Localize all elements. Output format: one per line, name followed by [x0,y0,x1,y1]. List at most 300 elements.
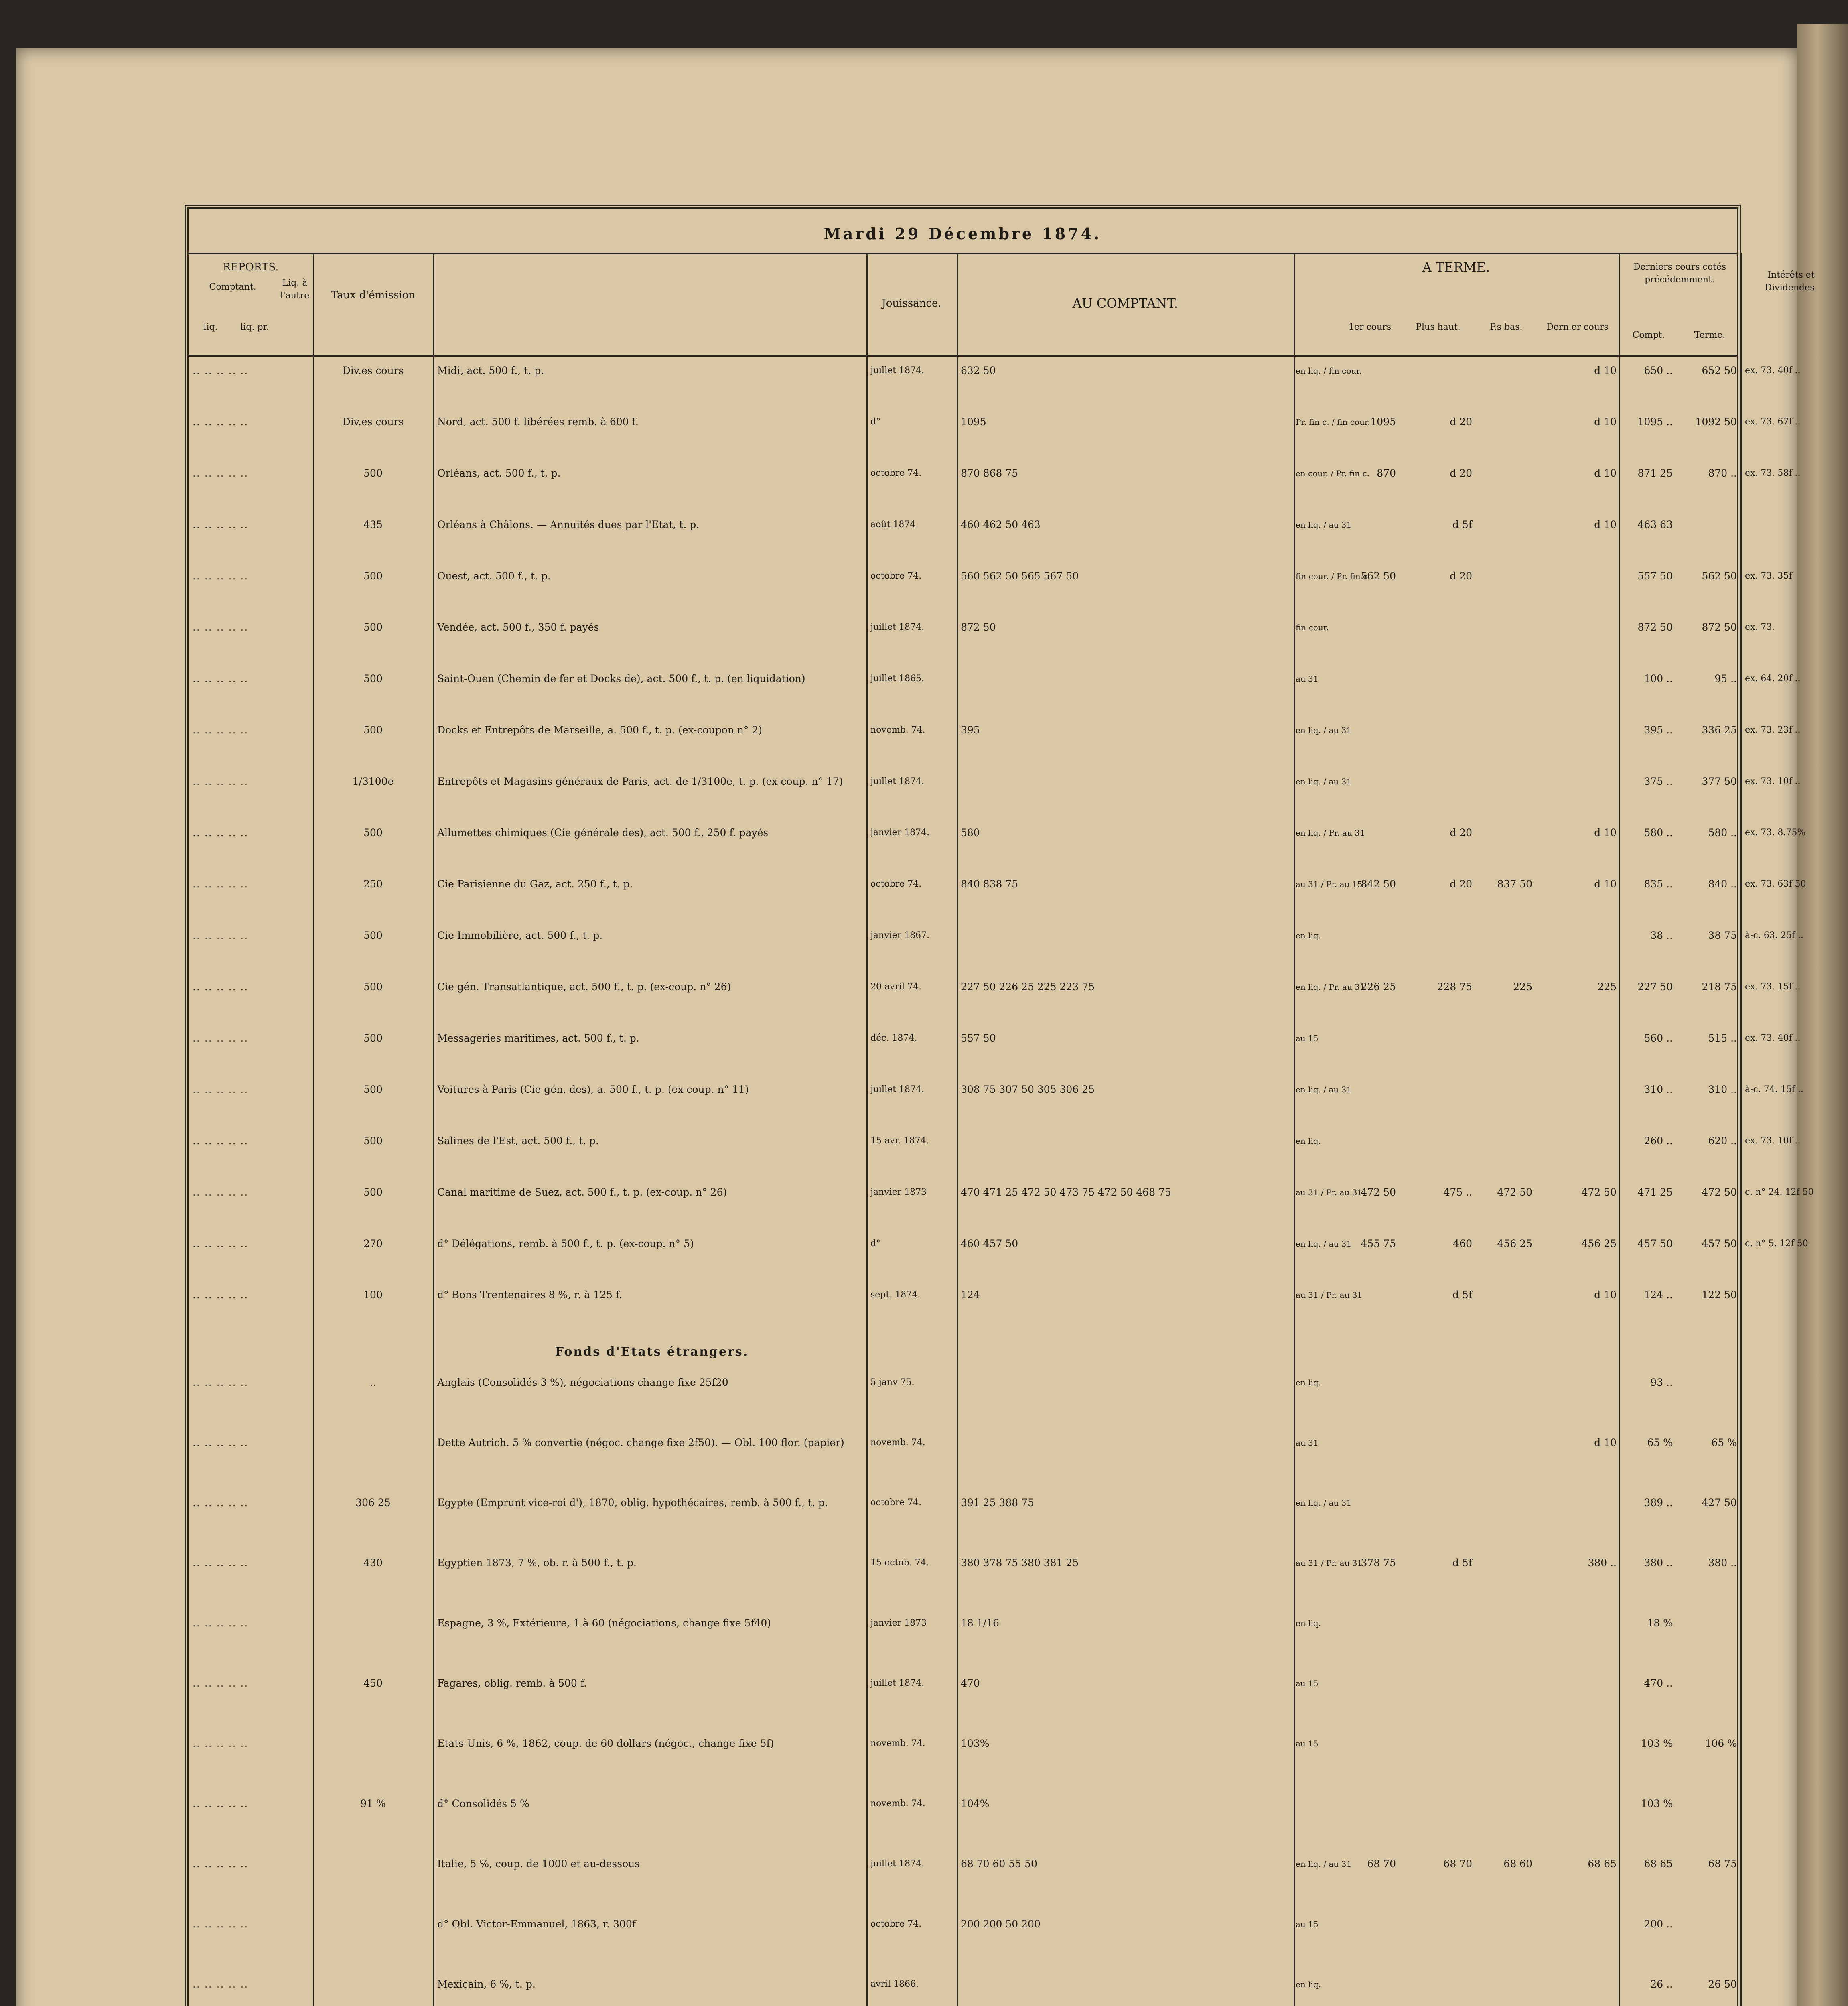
cell-p2: 427 50 [1702,1497,1737,1509]
report-dots: .. .. .. .. .. [193,1032,249,1044]
page-date-title: Mardi 29 Décembre 1874. [824,225,1102,243]
cell-p1: 560 .. [1644,1032,1673,1044]
cell-p2: 515 .. [1708,1032,1737,1044]
cell-label: Canal maritime de Suez, act. 500 f., t. p. (ex-coup. n° 26) [437,1186,727,1198]
cell-p1: 375 .. [1644,776,1673,787]
cell-div: c. n° 24. 12f 50 [1745,1187,1814,1197]
cell-ph: d 20 [1450,878,1472,890]
cell-terme: en liq. [1296,1980,1321,1989]
cell-label: Mexicain, 6 %, t. p. [437,1978,536,1990]
cell-div: ex. 73. 58f .. [1745,468,1801,478]
cell-compt: 103% [961,1738,990,1749]
cell-div: ex. 73. 23f .. [1745,725,1801,735]
cell-p1: 872 50 [1637,621,1673,633]
a-terme-header: A TERME. [1422,260,1490,275]
newspaper-page [16,48,1818,2006]
cell-taux: 500 [363,1186,383,1198]
cell-taux: 500 [363,621,383,633]
cell-label: Messageries maritimes, act. 500 f., t. p. [437,1032,639,1044]
cell-ph: 228 75 [1437,981,1472,993]
table-row [189,515,1737,534]
cell-p1: 835 .. [1644,878,1673,890]
au-comptant-header: AU COMPTANT. [1072,296,1178,311]
cell-ph: d 20 [1450,416,1472,428]
table-row [189,1080,1803,1099]
report-dots: .. .. .. .. .. [193,981,249,993]
cell-jouis: novemb. 74. [870,1437,925,1448]
cell-p1: 18 % [1647,1617,1673,1629]
cell-p1: 463 63 [1637,519,1673,530]
cell-jouis: novemb. 74. [870,1799,925,1809]
report-dots: .. .. .. .. .. [193,570,249,582]
premier-cours-header: 1er cours [1348,322,1392,332]
report-dots: .. .. .. .. .. [193,1084,249,1095]
cell-p1: 471 25 [1637,1186,1673,1198]
report-dots: .. .. .. .. .. [193,1377,249,1388]
cell-compt: 68 70 60 55 50 [961,1858,1037,1870]
cell-ph: d 20 [1450,570,1472,582]
cell-jouis: octobre 74. [870,1919,922,1929]
cell-label: Espagne, 3 %, Extérieure, 1 à 60 (négociations, change fixe 5f40) [437,1617,771,1629]
cell-label: Etats-Unis, 6 %, 1862, coup. de 60 dollars (négoc., change fixe 5f) [437,1738,774,1749]
cell-c1: 1095 [1370,416,1396,428]
cell-terme: en liq. / au 31 [1296,520,1352,530]
cell-ph: 475 .. [1443,1186,1472,1198]
plus-bas-header: P.s bas. [1490,322,1523,332]
cell-terme: en liq. / au 31 [1296,1239,1352,1249]
cell-p2: 840 .. [1708,878,1737,890]
compt-subheader: Compt. [1632,330,1665,340]
report-dots: .. .. .. .. .. [193,1738,249,1749]
table-row [189,1553,1737,1573]
report-dots: .. .. .. .. .. [193,776,249,787]
cell-pb: 456 25 [1497,1238,1532,1249]
cell-ph: 460 [1453,1238,1472,1249]
cell-terme: au 31 [1296,1438,1319,1448]
cell-p2: 870 .. [1708,467,1737,479]
cell-compt: 460 462 50 463 [961,519,1041,530]
cell-div: à-c. 63. 25f .. [1745,930,1803,940]
cell-compt: 470 [961,1677,980,1689]
cell-taux: Div.es cours [342,416,404,428]
jouissance-header: Jouissance. [882,297,941,309]
cell-jouis: sept. 1874. [870,1290,921,1300]
cell-label: Egypte (Emprunt vice-roi d'), 1870, oblig. hypothécaires, remb. à 500 f., t. p. [437,1497,828,1509]
table-row [189,1433,1737,1452]
cell-p1: 650 .. [1644,365,1673,376]
cell-taux: 500 [363,1032,383,1044]
cell-p1: 100 .. [1644,673,1673,684]
cell-compt: 18 1/16 [961,1617,999,1629]
cell-taux: 435 [363,519,383,530]
cell-taux: 450 [363,1677,383,1689]
cell-pb: 837 50 [1497,878,1532,890]
report-dots: .. .. .. .. .. [193,1798,249,1809]
report-dots: .. .. .. .. .. [193,673,249,684]
table-row [189,1854,1737,1874]
cell-jouis: octobre 74. [870,879,922,889]
cell-jouis: juillet 1865. [870,674,924,684]
cell-p2: 310 .. [1708,1084,1737,1095]
cell-p2: 620 .. [1708,1135,1737,1147]
cell-taux: 100 [363,1289,383,1301]
table-row [189,412,1801,432]
cell-jouis: 20 avril 74. [870,982,922,992]
cell-taux: 91 % [360,1798,386,1809]
cell-p2: 122 50 [1702,1289,1737,1301]
cell-p1: 580 .. [1644,827,1673,839]
cell-jouis: 15 octob. 74. [870,1558,929,1568]
cell-label: Orléans, act. 500 f., t. p. [437,467,561,479]
cell-taux: .. [370,1377,376,1388]
cell-p2: 38 75 [1708,930,1737,941]
table-row [189,1029,1801,1048]
cell-p2: 472 50 [1702,1186,1737,1198]
cell-dern: 380 .. [1588,1557,1617,1569]
cell-taux: Div.es cours [342,365,404,376]
cell-jouis: novemb. 74. [870,1738,925,1748]
cell-p1: 65 % [1647,1437,1673,1448]
cell-div: ex. 64. 20f .. [1745,674,1801,684]
col-divider [1741,253,1742,2006]
cell-jouis: juillet 1874. [870,1678,924,1688]
cell-terme: en liq. / au 31 [1296,1498,1352,1508]
report-dots: .. .. .. .. .. [193,1677,249,1689]
cell-jouis: avril 1866. [870,1979,919,1989]
cell-label: Cie gén. Transatlantique, act. 500 f., t. p. (ex-coup. n° 26) [437,981,731,993]
cell-jouis: octobre 74. [870,468,922,478]
table-row [189,977,1801,997]
cell-dern: d 10 [1594,467,1617,479]
liq-subheader: liq. [203,322,218,332]
cell-compt: 470 471 25 472 50 473 75 472 50 468 75 [961,1186,1171,1198]
cell-terme: en liq. [1296,1618,1321,1628]
cell-terme: au 15 [1296,1033,1319,1043]
adjacent-page-edge [1797,24,1848,2006]
cell-compt: 395 [961,724,980,736]
cell-jouis: août 1874 [870,520,916,530]
cell-p1: 26 .. [1650,1978,1673,1990]
cell-c1: 378 75 [1361,1557,1396,1569]
cell-compt: 872 50 [961,621,996,633]
table-row [189,1915,1737,1934]
liq-pr-subheader: liq. pr. [240,322,269,332]
cell-ph: d 5f [1452,1557,1472,1569]
table-row [189,926,1803,945]
cell-jouis: d° [870,417,881,427]
cell-label: d° Consolidés 5 % [437,1798,529,1809]
cell-label: Cie Parisienne du Gaz, act. 250 f., t. p. [437,878,633,890]
report-dots: .. .. .. .. .. [193,930,249,941]
cell-pb: 68 60 [1503,1858,1532,1870]
cell-p2: 65 % [1711,1437,1737,1448]
cell-label: Salines de l'Est, act. 500 f., t. p. [437,1135,599,1147]
cell-jouis: juillet 1874. [870,622,924,632]
cell-compt: 870 868 75 [961,467,1018,479]
cell-label: d° Obl. Victor-Emmanuel, 1863, r. 300f [437,1918,636,1930]
cell-terme: en liq. / Pr. au 31 [1296,982,1365,992]
cell-label: Midi, act. 500 f., t. p. [437,365,544,376]
cell-jouis: d° [870,1239,881,1249]
reports-header: REPORTS. [223,261,279,273]
cell-label: Dette Autrich. 5 % convertie (négoc. change fixe 2f50). — Obl. 100 flor. (papier) [437,1437,844,1448]
cell-dern: d 10 [1594,827,1617,839]
cell-jouis: juillet 1874. [870,1084,924,1094]
cell-taux: 500 [363,981,383,993]
cell-label: Vendée, act. 500 f., 350 f. payés [437,621,599,633]
cell-p1: 260 .. [1644,1135,1673,1147]
cell-c1: 472 50 [1361,1186,1396,1198]
cell-div: ex. 73. 10f .. [1745,1136,1801,1146]
cell-p1: 227 50 [1637,981,1673,993]
table-row [189,823,1806,843]
terme-subheader: Terme. [1694,330,1726,340]
cell-jouis: octobre 74. [870,571,922,581]
cell-p1: 68 65 [1644,1858,1673,1870]
cell-p2: 580 .. [1708,827,1737,839]
cell-jouis: janvier 1867. [870,930,930,940]
cell-terme: en liq. / au 31 [1296,777,1352,786]
cell-ph: 68 70 [1443,1858,1472,1870]
cell-terme: en liq. [1296,931,1321,940]
cell-compt: 560 562 50 565 567 50 [961,570,1079,582]
cell-compt: 308 75 307 50 305 306 25 [961,1084,1095,1095]
report-dots: .. .. .. .. .. [193,467,249,479]
cell-p2: 872 50 [1702,621,1737,633]
cell-div: ex. 73. 63f 50 [1745,879,1806,889]
cell-ph: d 20 [1450,467,1472,479]
cell-terme: en liq. / au 31 [1296,1859,1352,1869]
cell-p2: 1092 50 [1695,416,1737,428]
cell-taux: 500 [363,827,383,839]
header-rule-bottom [189,355,1737,357]
cell-c1: 455 75 [1361,1238,1396,1249]
report-dots: .. .. .. .. .. [193,1289,249,1301]
cell-taux: 250 [363,878,383,890]
table-row [189,1493,1737,1513]
report-dots: .. .. .. .. .. [193,519,249,530]
derniers-cours-header: Derniers cours cotés précédemment. [1633,262,1726,285]
cell-compt: 227 50 226 25 225 223 75 [961,981,1095,993]
cell-label: Egyptien 1873, 7 %, ob. r. à 500 f., t. p. [437,1557,637,1569]
cell-p1: 103 % [1641,1798,1673,1809]
cell-taux: 430 [363,1557,383,1569]
cell-p1: 395 .. [1644,724,1673,736]
cell-label: d° Délégations, remb. à 500 f., t. p. (ex-coup. n° 5) [437,1238,694,1249]
cell-ph: d 5f [1452,1289,1472,1301]
cell-terme: en liq. [1296,1136,1321,1146]
cell-taux: 500 [363,930,383,941]
cell-taux: 306 25 [355,1497,391,1509]
quotation-table-frame [185,205,1818,2006]
cell-dern: d 10 [1594,1437,1617,1448]
cell-taux: 1/3100e [352,776,394,787]
cell-pb: 225 [1513,981,1532,993]
taux-header: Taux d'émission [331,289,416,301]
cell-label: Saint-Ouen (Chemin de fer et Docks de), act. 500 f., t. p. (en liquidation) [437,673,805,684]
cell-compt: 580 [961,827,980,839]
cell-label: Cie Immobilière, act. 500 f., t. p. [437,930,603,941]
cell-compt: 460 457 50 [961,1238,1018,1249]
cell-label: Orléans à Châlons. — Annuités dues par l'Etat, t. p. [437,519,700,530]
cell-terme: en liq. [1296,1378,1321,1387]
cell-jouis: novemb. 74. [870,725,925,735]
cell-p2: 218 75 [1702,981,1737,993]
cell-p1: 200 .. [1644,1918,1673,1930]
cell-p1: 557 50 [1637,570,1673,582]
cell-div: à-c. 74. 15f .. [1745,1084,1803,1094]
cell-ph: d 5f [1452,519,1472,530]
cell-terme: en liq. / fin cour. [1296,366,1362,376]
report-dots: .. .. .. .. .. [193,1135,249,1147]
cell-jouis: juillet 1874. [870,365,924,376]
table-row [189,1794,1737,1813]
cell-terme: au 31 / Pr. au 31 [1296,1290,1363,1300]
cell-jouis: 5 janv 75. [870,1377,915,1387]
cell-div: ex. 73. 40f .. [1745,1033,1801,1043]
cell-label: Anglais (Consolidés 3 %), négociations change fixe 25f20 [437,1377,728,1388]
cell-label: Voitures à Paris (Cie gén. des), a. 500 f., t. p. (ex-coup. n° 11) [437,1084,749,1095]
cell-compt: 557 50 [961,1032,996,1044]
cell-dern: 68 65 [1588,1858,1617,1870]
table-row [189,1674,1737,1693]
cell-label: Entrepôts et Magasins généraux de Paris, act. de 1/3100e, t. p. (ex-coup. n° 17) [437,776,843,787]
cell-div: ex. 73. 10f .. [1745,776,1801,786]
cell-terme: au 15 [1296,1679,1319,1688]
cell-p2: 336 25 [1702,724,1737,736]
cell-p1: 38 .. [1650,930,1673,941]
cell-terme: au 31 / Pr. au 15 [1296,879,1363,889]
cell-jouis: janvier 1874. [870,828,930,838]
cell-terme: au 15 [1296,1919,1319,1929]
cell-compt: 104% [961,1798,990,1809]
cell-ph: d 20 [1450,827,1472,839]
cell-div: c. n° 5. 12f 50 [1745,1239,1808,1249]
cell-terme: en cour. / Pr. fin c. [1296,469,1370,478]
cell-label: Italie, 5 %, coup. de 1000 et au-dessous [437,1858,640,1870]
cell-c1: 226 25 [1361,981,1396,993]
table-row [189,1373,1737,1392]
cell-jouis: octobre 74. [870,1498,922,1508]
liq-autre-header: Liq. à l'autre [280,278,310,301]
cell-terme: en liq. / au 31 [1296,725,1352,735]
report-dots: .. .. .. .. .. [193,1497,249,1509]
dernier-cours-header: Dern.er cours [1546,322,1609,332]
cell-div: ex. 73. 8.75% [1745,828,1806,838]
cell-dern: 472 50 [1581,1186,1617,1198]
cell-c1: 562 50 [1361,570,1396,582]
cell-div: ex. 73. 40f .. [1745,365,1801,376]
report-dots: .. .. .. .. .. [193,1858,249,1870]
cell-p1: 457 50 [1637,1238,1673,1249]
cell-label: d° Bons Trentenaires 8 %, r. à 125 f. [437,1289,623,1301]
table-row [189,1975,1737,1994]
quotation-rows [189,357,1814,2006]
cell-div: ex. 73. 15f .. [1745,982,1801,992]
cell-taux: 500 [363,724,383,736]
report-dots: .. .. .. .. .. [193,416,249,428]
cell-p1: 124 .. [1644,1289,1673,1301]
table-row [189,1614,1737,1633]
cell-compt: 200 200 50 200 [961,1918,1041,1930]
cell-taux: 500 [363,1135,383,1147]
cell-c1: 870 [1377,467,1396,479]
cell-c1: 842 50 [1361,878,1396,890]
cell-compt: 380 378 75 380 381 25 [961,1557,1079,1569]
report-dots: .. .. .. .. .. [193,1186,249,1198]
table-row [189,875,1806,894]
cell-label: Fagares, oblig. remb. à 500 f. [437,1677,587,1689]
table-row [189,361,1801,380]
cell-compt: 391 25 388 75 [961,1497,1034,1509]
report-dots: .. .. .. .. .. [193,1918,249,1930]
cell-div: ex. 73. 67f .. [1745,417,1801,427]
table-row [189,464,1801,483]
cell-p1: 380 .. [1644,1557,1673,1569]
cell-dern: d 10 [1594,1289,1617,1301]
cell-terme: en liq. / au 31 [1296,1085,1352,1094]
cell-taux: 500 [363,467,383,479]
cell-compt: 632 50 [961,365,996,376]
table-row [189,772,1801,791]
interets-header: Intérêts et Dividendes. [1765,270,1818,293]
cell-label: Allumettes chimiques (Cie générale des), act. 500 f., 250 f. payés [437,827,769,839]
table-row [189,1183,1814,1202]
cell-div: ex. 73. [1745,622,1775,632]
report-dots: .. .. .. .. .. [193,1238,249,1249]
cell-taux: 500 [363,1084,383,1095]
cell-p2: 106 % [1705,1738,1737,1749]
cell-label: Ouest, act. 500 f., t. p. [437,570,551,582]
report-dots: .. .. .. .. .. [193,1978,249,1990]
table-row [189,1131,1801,1151]
cell-dern: 225 [1597,981,1617,993]
cell-terme: au 31 / Pr. au 31 [1296,1188,1363,1197]
table-row [189,618,1775,637]
cell-p1: 470 .. [1644,1677,1673,1689]
cell-p2: 68 75 [1708,1858,1737,1870]
cell-p1: 389 .. [1644,1497,1673,1509]
cell-dern: d 10 [1594,365,1617,376]
header-rule-top [189,253,1737,254]
cell-p1: 310 .. [1644,1084,1673,1095]
cell-terme: au 15 [1296,1739,1319,1748]
cell-p2: 457 50 [1702,1238,1737,1249]
cell-p2: 562 50 [1702,570,1737,582]
cell-dern: d 10 [1594,519,1617,530]
cell-p2: 652 50 [1702,365,1737,376]
cell-terme: en liq. / Pr. au 31 [1296,828,1365,838]
cell-p2: 380 .. [1708,1557,1737,1569]
plus-haut-header: Plus haut. [1416,322,1461,332]
cell-compt: 124 [961,1289,980,1301]
cell-compt: 1095 [961,416,986,428]
table-row [189,721,1801,740]
cell-p2: 26 50 [1708,1978,1737,1990]
table-row [189,1285,1737,1305]
report-dots: .. .. .. .. .. [193,724,249,736]
cell-div: ex. 73. 35f [1745,571,1792,581]
report-dots: .. .. .. .. .. [193,365,249,376]
cell-taux: 500 [363,570,383,582]
cell-dern: d 10 [1594,878,1617,890]
cell-compt: 840 838 75 [961,878,1018,890]
cell-c1: 68 70 [1367,1858,1396,1870]
report-dots: .. .. .. .. .. [193,878,249,890]
cell-p2: 95 .. [1714,673,1737,684]
cell-terme: au 31 / Pr. au 31 [1296,1558,1363,1568]
table-row [189,566,1792,586]
